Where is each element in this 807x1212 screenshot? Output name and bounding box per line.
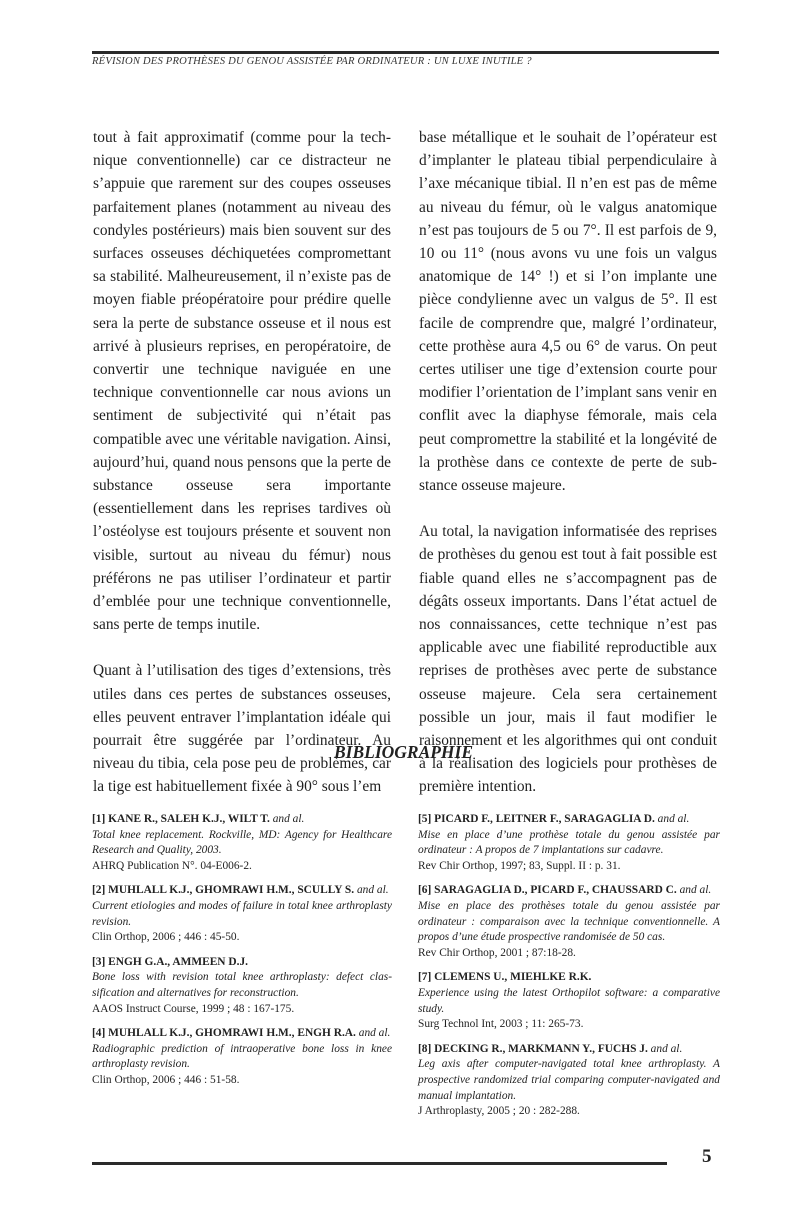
bibliography-column-right: [418, 812, 720, 1129]
reference-item: [92, 812, 392, 874]
reference-authors: [8] DECKING R., MARKMANN Y., FUCHS J.: [418, 1042, 648, 1055]
footer-rule: [92, 1162, 667, 1165]
reference-item: [92, 955, 392, 1017]
reference-item: [92, 883, 392, 945]
reference-title: Bone loss with revision total knee arthroplasty: defect classification and alternatives for reconstruction.: [92, 971, 392, 999]
reference-item: [92, 1026, 392, 1088]
reference-item: [418, 1042, 720, 1120]
reference-source: AHRQ Publication N°. 04-E006-2.: [92, 859, 252, 872]
paragraph: base métallique et le souhait de l’opérateur est d’implanter le plateau tibial perpendiculaire à l’axe mécanique tibial. Il n’en est pas de même au niveau du fémur, où le valgus anatomique n’est pas toujours de 5 ou 7°. Il est parfois de 9, 10 ou 11° (nous avons vu une fois un valgus anatomique de 14° !) et si l’on implante une pièce condylienne avec un valgus de 5°. Il est facile de comprendre que, malgré l’ordinateur, cette prothèse aura 4,5 ou 6° de varus. On peut certes utiliser une tige d’extension courte pour modifier l’orientation de l’implant sans venir en conflit avec la diaphyse fémorale, mais cela peut compromettre la stabilité et la longévité de la prothèse dans ce contexte de perte de substance osseuse majeure.: [419, 129, 717, 495]
reference-authors: [4] MUHLALL K.J., GHOMRAWI H.M., ENGH R.A.: [92, 1027, 356, 1040]
reference-etal: and al.: [657, 813, 690, 825]
paragraph: tout à fait approximatif (comme pour la technique conventionnelle) car ce distracteur ne s’appuie que rarement sur des coupes osseuses parfaitement planes (notamment au niveau des condyles postérieurs) mais bien souvent sur des surfaces osseuses déchiquetées compromettant sa stabilité. Malheureusement, il n’existe pas de moyen fiable préopératoire pour prédire quelle sera la perte de substance osseuse et il nous est arrivé à plusieurs reprises, en peropératoire, de convertir une technique naviguée en une technique conventionnelle car nous avions un sentiment de subjectivité qui n’était pas compatible avec une véritable navigation. Ainsi, aujourd’hui, quand nous pensons que la perte de substance osseuse sera importante (essentiellement dans les reprises tardives où l’ostéolyse est toujours présente et souvent non visible, surtout au niveau du fémur) nous préférons ne pas utiliser l’ordinateur et partir d’emblée pour une technique conventionnelle, sans perte de temps inutile.: [93, 129, 391, 634]
header-rule: [92, 51, 719, 54]
reference-source: J Arthroplasty, 2005 ; 20 : 282-288.: [418, 1105, 580, 1118]
reference-title: Leg axis after computer-navigated total knee arthroplasty. A prospective randomized trial comparing computer-navigated and manual implantation.: [418, 1058, 720, 1102]
running-title: RÉVISION DES PROTHÈSES DU GENOU ASSISTÉE PAR ORDINATEUR : UN LUXE INUTILE ?: [92, 56, 532, 67]
paragraph: Quant à l’utilisation des tiges d’extensions, très utiles dans ces pertes de substances osseuses, elles peuvent entraver l’implantation idéale qui pourrait être suggérée par l’ordinateur. Au niveau du tibia, cela pose peu de problèmes, car la tige est habituellement fixée à 90° sous l’em: [93, 662, 391, 796]
reference-item: [418, 812, 720, 874]
reference-etal: and al.: [679, 884, 712, 897]
reference-etal: and al.: [356, 884, 389, 897]
reference-etal: and al.: [650, 1042, 683, 1055]
body-column-left: [93, 126, 391, 799]
reference-title: Total knee replacement. Rockville, MD: Agency for Healthcare Research and Quality, 2003.: [92, 828, 392, 857]
reference-etal: and al.: [358, 1027, 391, 1040]
paragraph: Au total, la navigation informatisée des reprises de prothèses du genou est tout à fait possible est fiable quand elles ne s’accompagnent pas de dégâts osseux importants. Dans l’état actuel de nos connaissances, cette technique n’est pas applicable avec une fiabilité reproductible aux reprises de prothèses avec perte de substance osseuse majeure. Cela sera certainement possible un jour, mais il faut modifier le raisonnement et les algorithmes qui ont conduit à la réalisation des logiciels pour prothèses de première intention.: [419, 523, 717, 796]
bibliography-heading: BIBLIOGRAPHIE: [333, 742, 474, 762]
reference-source: Rev Chir Orthop, 2001 ; 87:18-28.: [418, 946, 576, 959]
reference-title: Radiographic prediction of intraoperative bone loss in knee arthroplasty revision.: [92, 1042, 392, 1071]
reference-etal: and al.: [272, 813, 305, 825]
reference-source: Clin Orthop, 2006 ; 446 : 45-50.: [92, 931, 240, 944]
reference-title: Mise en place des prothèses totale du genou assistée par ordinateur : comparaison avec la technique conventionnelle. A propos d’une étude prospective randomisée de 50 cas.: [418, 899, 720, 944]
reference-item: [418, 970, 720, 1032]
reference-source: Rev Chir Orthop, 1997; 83, Suppl. II : p. 31.: [418, 859, 621, 872]
reference-title: Experience using the latest Orthopilot software: a comparative study.: [418, 986, 720, 1015]
reference-authors: [5] PICARD F., LEITNER F., SARAGAGLIA D.: [418, 813, 655, 825]
reference-title: Mise en place d’une prothèse totale du genou assistée par ordinateur : A propos de 7 implantations sur cadavre.: [418, 828, 720, 857]
reference-authors: [2] MUHLALL K.J., GHOMRAWI H.M., SCULLY S.: [92, 884, 355, 897]
reference-authors: [7] CLEMENS U., MIEHLKE R.K.: [418, 971, 592, 984]
reference-item: [418, 883, 720, 961]
body-column-right: [419, 126, 717, 799]
reference-source: AAOS Instruct Course, 1999 ; 48 : 167-175.: [92, 1002, 295, 1015]
reference-source: Clin Orthop, 2006 ; 446 : 51-58.: [92, 1073, 240, 1086]
reference-title: Current etiologies and modes of failure in total knee arthroplasty revision.: [92, 899, 392, 928]
bibliography-column-left: [92, 812, 392, 1098]
reference-authors: [3] ENGH G.A., AMMEEN D.J.: [92, 955, 248, 968]
reference-source: Surg Technol Int, 2003 ; 11: 265-73.: [418, 1018, 584, 1031]
page-number: 5: [702, 1146, 712, 1167]
reference-authors: [6] SARAGAGLIA D., PICARD F., CHAUSSARD C.: [418, 884, 677, 897]
reference-authors: [1] KANE R., SALEH K.J., WILT T.: [92, 813, 270, 825]
